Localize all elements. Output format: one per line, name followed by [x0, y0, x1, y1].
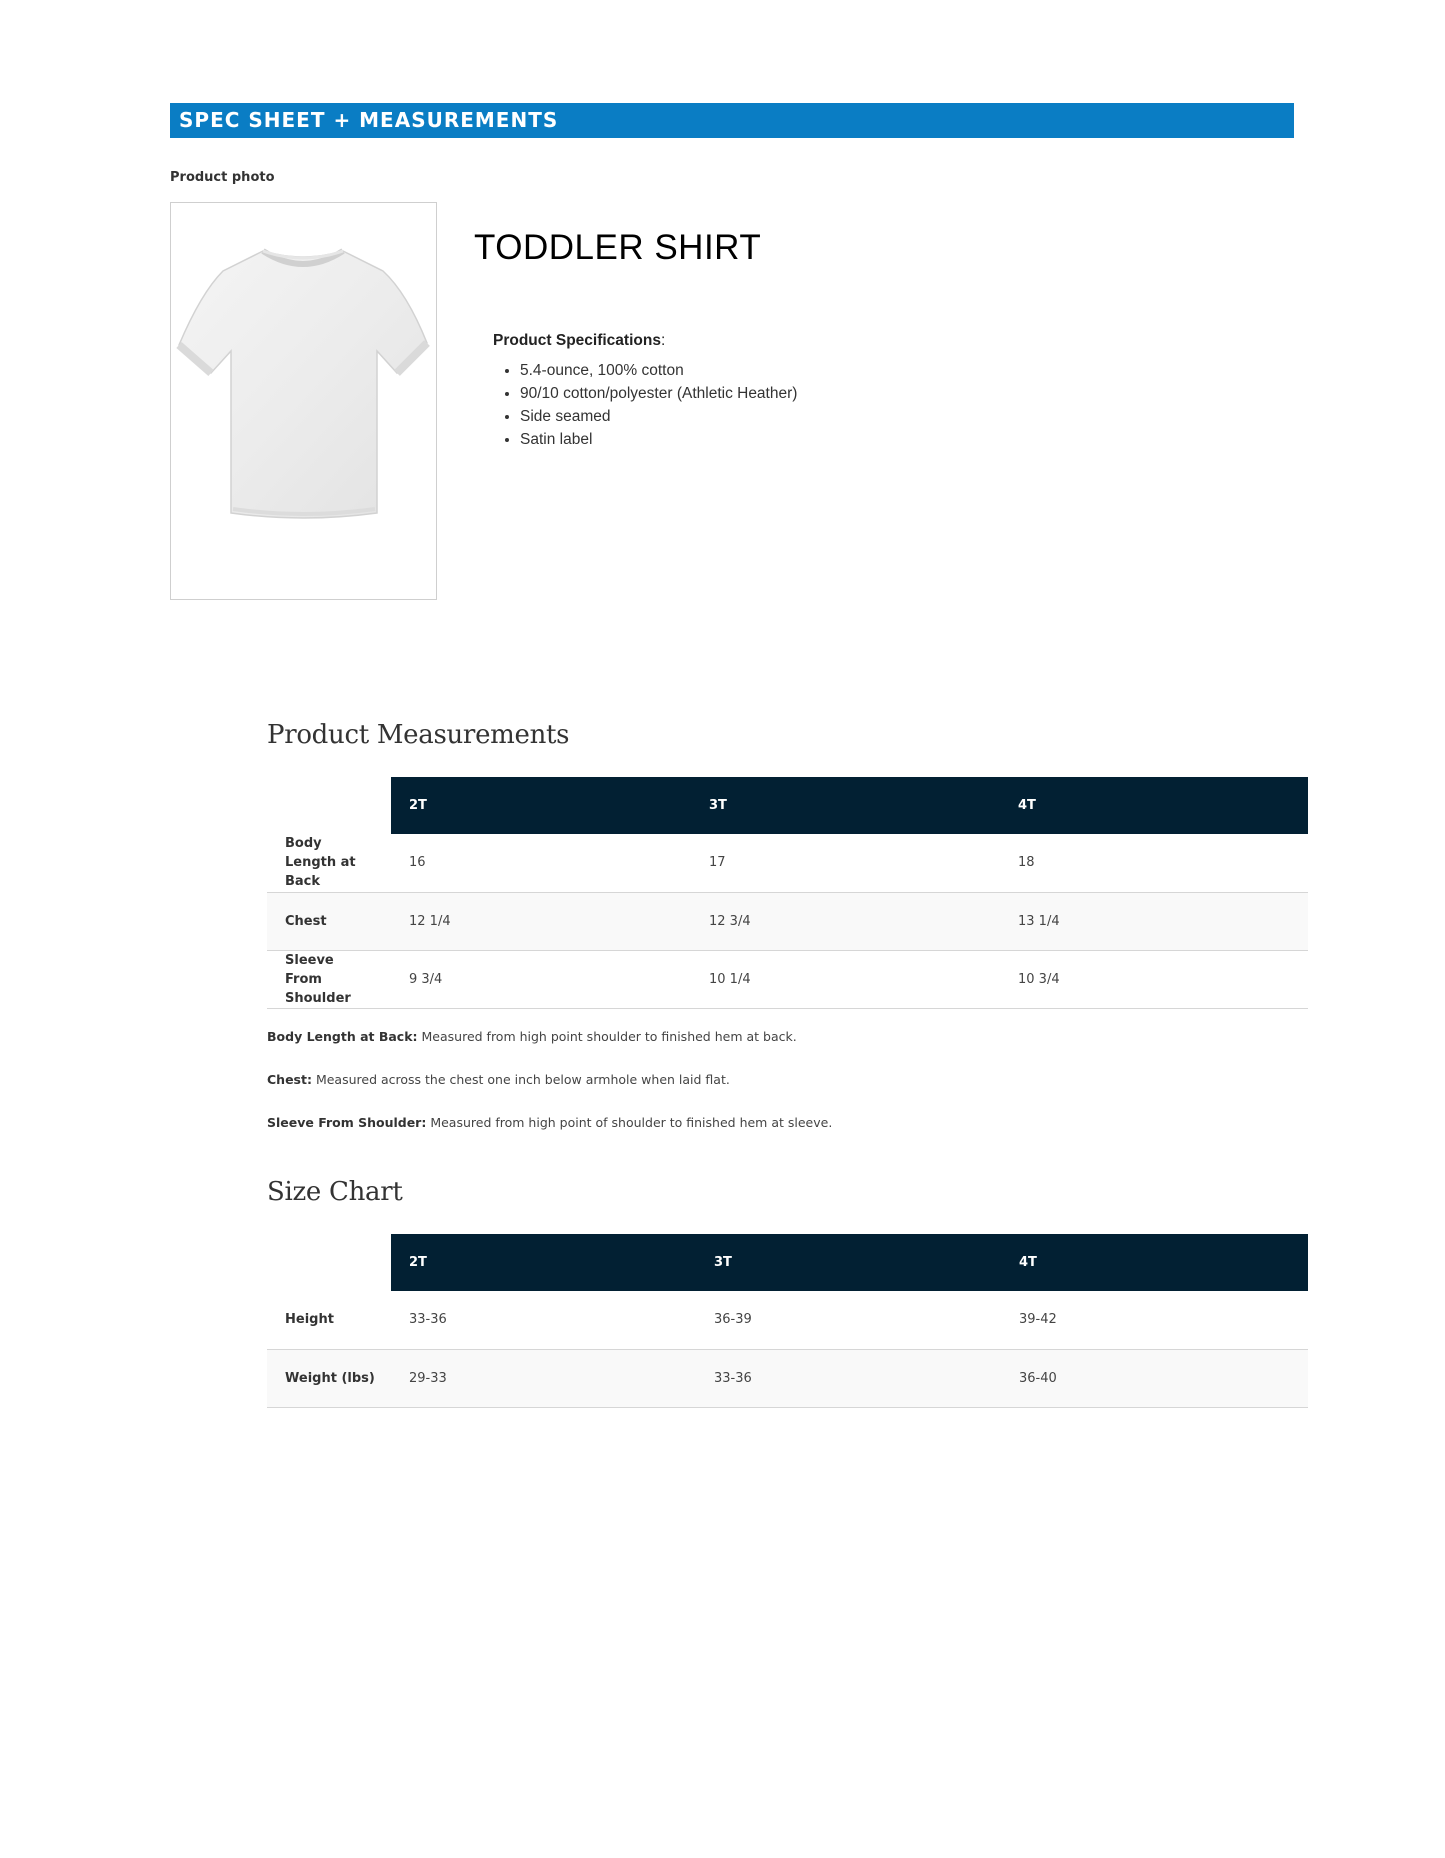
spec-item: • 90/10 cotton/polyester (Athletic Heather): [520, 382, 797, 405]
product-specifications: [493, 332, 797, 451]
column-header: 2T: [391, 1234, 696, 1291]
table-cell: 16: [391, 834, 691, 892]
table-cell: 33-36: [696, 1349, 1001, 1407]
table-header-row: [267, 777, 1308, 834]
table-cell: 39-42: [1001, 1291, 1308, 1349]
product-photo-label: Product photo: [170, 170, 275, 185]
table-cell: 18: [1000, 834, 1308, 892]
table-header-blank: [267, 1234, 391, 1291]
row-label: Body Length at Back: [267, 834, 391, 892]
spec-item: • Satin label: [520, 428, 797, 451]
table-cell: 12 1/4: [391, 892, 691, 950]
measurements-table: [267, 777, 1308, 1009]
measurement-note: Body Length at Back: Measured from high point shoulder to finished hem at back.: [267, 1029, 797, 1044]
product-title: TODDLER SHIRT: [474, 228, 762, 267]
table-cell: 36-40: [1001, 1349, 1308, 1407]
table-cell: 9 3/4: [391, 950, 691, 1008]
product-photo: [170, 202, 437, 600]
spec-sheet-banner: SPEC SHEET + MEASUREMENTS: [170, 103, 1294, 138]
measurement-note: Sleeve From Shoulder: Measured from high point of shoulder to finished hem at sleeve.: [267, 1115, 833, 1130]
column-header: 4T: [1001, 1234, 1308, 1291]
row-label: Sleeve From Shoulder: [267, 950, 391, 1008]
spec-item: • Side seamed: [520, 405, 797, 428]
column-header: 3T: [691, 777, 1000, 834]
table-cell: 29-33: [391, 1349, 696, 1407]
size-chart-title: Size Chart: [267, 1177, 403, 1207]
row-label: Weight (lbs): [267, 1349, 391, 1407]
column-header: 2T: [391, 777, 691, 834]
table-row: [267, 1291, 1308, 1349]
table-cell: 12 3/4: [691, 892, 1000, 950]
row-label: Chest: [267, 892, 391, 950]
spec-item: • 5.4-ounce, 100% cotton: [520, 359, 797, 382]
table-header-blank: [267, 777, 391, 834]
table-row: [267, 834, 1308, 892]
table-row: [267, 1349, 1308, 1407]
size-chart-table: [267, 1234, 1308, 1408]
column-header: 3T: [696, 1234, 1001, 1291]
table-row: [267, 892, 1308, 950]
tshirt-image: [171, 233, 438, 533]
row-label: Height: [267, 1291, 391, 1349]
table-cell: 10 1/4: [691, 950, 1000, 1008]
table-cell: 10 3/4: [1000, 950, 1308, 1008]
table-cell: 13 1/4: [1000, 892, 1308, 950]
table-row: [267, 950, 1308, 1008]
column-header: 4T: [1000, 777, 1308, 834]
table-cell: 36-39: [696, 1291, 1001, 1349]
measurements-title: Product Measurements: [267, 720, 570, 750]
specs-list: [493, 359, 797, 451]
table-cell: 17: [691, 834, 1000, 892]
specs-heading: Product Specifications:: [493, 332, 666, 349]
table-header-row: [267, 1234, 1308, 1291]
table-cell: 33-36: [391, 1291, 696, 1349]
measurement-note: Chest: Measured across the chest one inch below armhole when laid flat.: [267, 1072, 730, 1087]
